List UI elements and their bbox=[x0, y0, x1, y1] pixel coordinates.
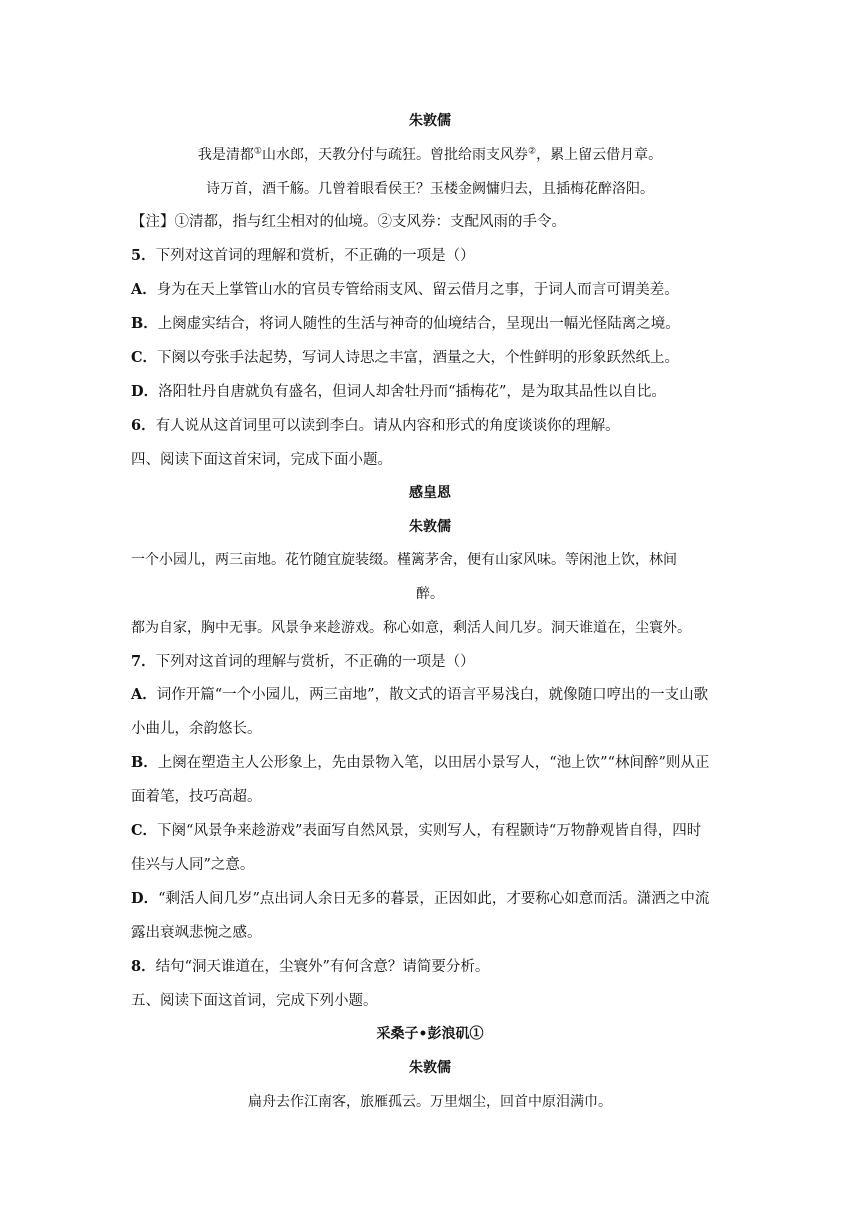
question-number: 6． bbox=[131, 417, 156, 434]
option-label: A． bbox=[131, 281, 157, 298]
option-text: 洛阳牡丹自唐就负有盛名，但词人却舍牡丹而“插梅花”，是为取其品性以自比。 bbox=[158, 384, 666, 400]
option-b bbox=[131, 314, 680, 334]
footnote-marker: ② bbox=[528, 146, 537, 157]
option-label: B． bbox=[131, 315, 158, 332]
poem-text: 山水郎，天教分付与疏狂。曾批给雨支风券 bbox=[262, 147, 528, 163]
note-text: ①清都，指与红尘相对的仙境。②支风券：支配风雨的手令。 bbox=[174, 214, 566, 230]
option-label: A． bbox=[131, 686, 157, 703]
option-c-cont: 佳兴与人同”之意。 bbox=[131, 857, 255, 873]
option-label: B． bbox=[131, 754, 158, 771]
question-number: 5． bbox=[131, 247, 156, 264]
option-a bbox=[131, 280, 679, 300]
question-8 bbox=[131, 957, 489, 977]
question-5 bbox=[131, 246, 475, 266]
poem-line bbox=[0, 145, 860, 165]
question-text: 下列对这首词的理解与赏析，不正确的一项是（） bbox=[155, 654, 475, 670]
option-text: 下阕以夸张手法起势，写词人诗思之丰富，酒量之大，个性鲜明的形象跃然纸上。 bbox=[157, 350, 680, 366]
option-a bbox=[131, 685, 708, 705]
poem-text: 我是清都 bbox=[197, 147, 254, 163]
footnote bbox=[131, 212, 566, 232]
question-7 bbox=[131, 652, 475, 672]
option-a-cont: 小曲儿，余韵悠长。 bbox=[131, 721, 262, 737]
poem-author: 朱敦儒 bbox=[409, 1060, 451, 1076]
poem-line: 都为自家，胸中无事。风景争来趁游戏。称心如意，剩活人间几岁。洞天谁道在，尘寰外。 bbox=[131, 620, 691, 636]
option-b-cont: 面着笔，技巧高超。 bbox=[131, 789, 262, 805]
question-text: 有人说从这首词里可以读到李白。请从内容和形式的角度谈谈你的理解。 bbox=[155, 418, 620, 434]
option-label: D． bbox=[131, 890, 159, 907]
poem-author: 朱敦儒 bbox=[409, 113, 451, 129]
section-heading: 四、阅读下面这首宋词，完成下面小题。 bbox=[131, 452, 392, 468]
option-text: 身为在天上掌管山水的官员专管给雨支风、留云借月之事，于词人而言可谓美差。 bbox=[156, 282, 679, 298]
note-label: 【注】 bbox=[131, 214, 175, 230]
option-text: 下阕“风景争来趁游戏”表面写自然风景，实则写人，有程颢诗“万物静观皆自得，四时 bbox=[157, 823, 702, 839]
option-d bbox=[131, 889, 709, 909]
option-label: C． bbox=[131, 822, 158, 839]
option-text: 上阕在塑造主人公形象上，先由景物入笔，以田居小景写人，“池上饮”“林间醉”则从正 bbox=[157, 755, 710, 771]
question-number: 8． bbox=[131, 958, 156, 975]
option-d bbox=[131, 382, 666, 402]
question-text: 结句“洞天谁道在，尘寰外”有何含意？请简要分析。 bbox=[155, 959, 490, 975]
poem-line: 诗万首，酒千觞。几曾着眼看侯王？玉楼金阙慵归去，且插梅花醉洛阳。 bbox=[206, 181, 654, 197]
option-label: C． bbox=[131, 349, 158, 366]
poem-author: 朱敦儒 bbox=[409, 519, 451, 535]
option-d-cont: 露出衰飒悲惋之感。 bbox=[131, 925, 262, 941]
option-text: “剩活人间几岁”点出词人余日无多的暮景，正因如此，才要称心如意而活。潇洒之中流 bbox=[158, 891, 710, 907]
question-number: 7． bbox=[131, 653, 156, 670]
footnote-marker: ① bbox=[253, 146, 262, 157]
question-6 bbox=[131, 416, 620, 436]
option-b bbox=[131, 753, 709, 773]
option-c bbox=[131, 348, 679, 368]
poem-line-continuation: 醉。 bbox=[416, 586, 444, 602]
option-text: 上阕虚实结合，将词人随性的生活与神奇的仙境结合，呈现出一幅光怪陆离之境。 bbox=[157, 316, 680, 332]
poem-text: ，累上留云借月章。 bbox=[536, 147, 663, 163]
poem-line: 一个小园儿，两三亩地。花竹随宜旋装缀。槿篱茅舍，便有山家风味。等闲池上饮，林间 bbox=[131, 552, 677, 568]
section-heading: 五、阅读下面这首词，完成下列小题。 bbox=[131, 993, 378, 1009]
question-text: 下列对这首词的理解和赏析，不正确的一项是（） bbox=[155, 248, 475, 264]
option-text: 词作开篇“一个小园儿，两三亩地”，散文式的语言平易浅白，就像随口哼出的一支山歌 bbox=[156, 687, 709, 703]
poem-title: 感皇恩 bbox=[409, 485, 451, 501]
poem-line: 扁舟去作江南客，旅雁孤云。万里烟尘，回首中原泪满巾。 bbox=[248, 1094, 612, 1110]
option-c bbox=[131, 821, 701, 841]
option-label: D． bbox=[131, 383, 159, 400]
poem-title: 采桑子•彭浪矶① bbox=[376, 1026, 484, 1042]
